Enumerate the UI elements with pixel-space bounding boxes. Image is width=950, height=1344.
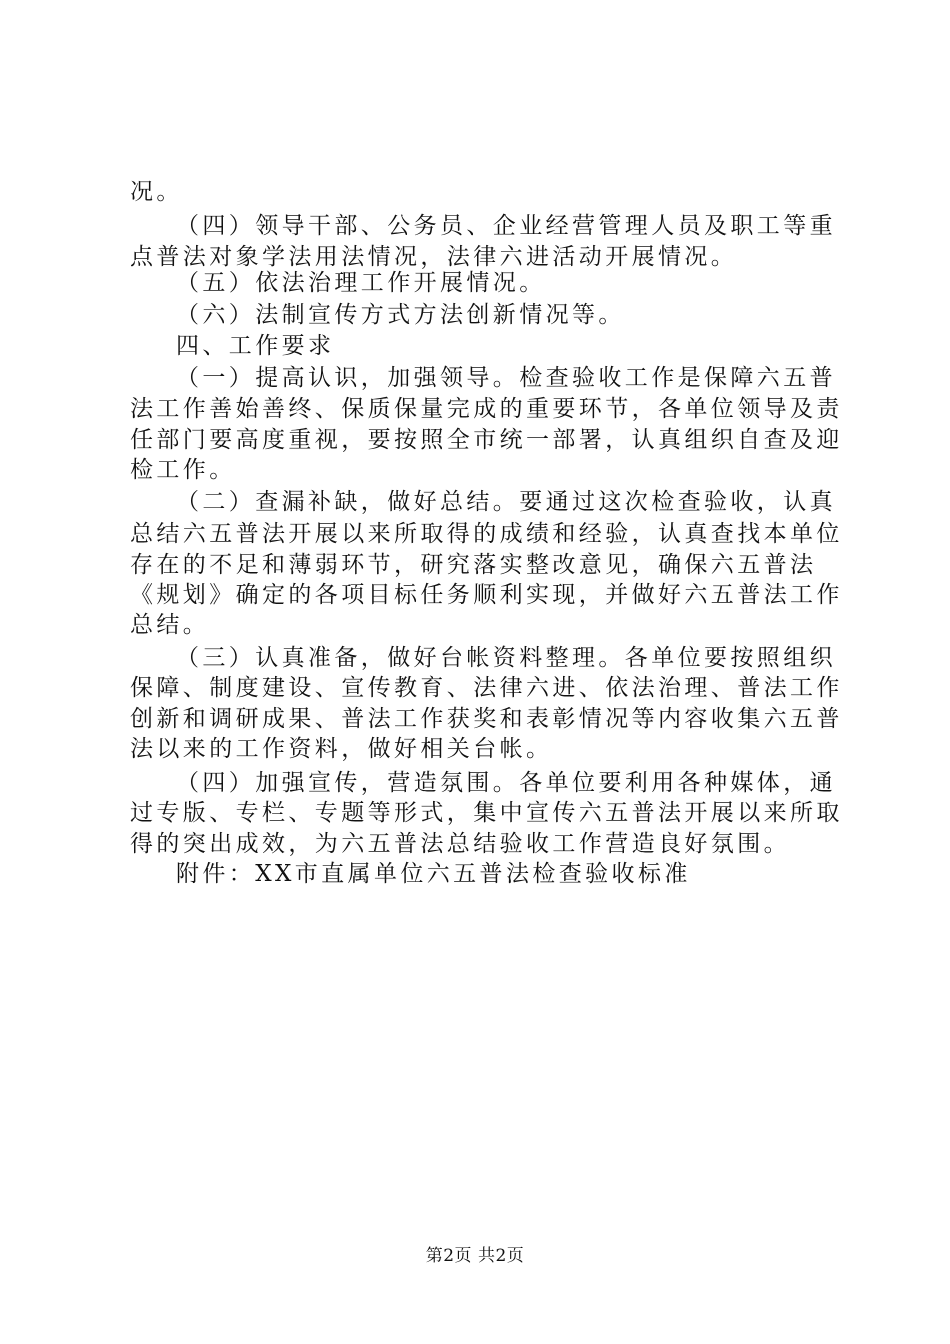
text-line: 法以来的工作资料，做好相关台帐。 [130, 736, 553, 762]
text-line: 创新和调研成果、普法工作获奖和表彰情况等内容收集六五普 [130, 706, 843, 732]
page-number-footer: 第2页 共2页 [425, 1246, 525, 1266]
text-line: 况。 [130, 179, 183, 205]
text-line: 任部门要高度重视，要按照全市统一部署，认真组织自查及迎 [130, 427, 843, 453]
text-line: 法工作善始善终、保质保量完成的重要环节，各单位领导及责 [130, 396, 843, 422]
text-line: 检工作。 [130, 457, 236, 483]
text-line: 《规划》确定的各项目标任务顺利实现，并做好六五普法工作 [130, 582, 843, 608]
text-line: 得的突出成效，为六五普法总结验收工作营造良好氛围。 [130, 831, 790, 857]
text-line: （一）提高认识，加强领导。检查验收工作是保障六五普 [176, 365, 836, 391]
text-line: 总结。 [130, 612, 210, 638]
text-line: 总结六五普法开展以来所取得的成绩和经验，认真查找本单位 [130, 521, 843, 547]
text-line: （四）加强宣传，营造氛围。各单位要利用各种媒体，通 [176, 770, 836, 796]
text-line: （五）依法治理工作开展情况。 [176, 270, 546, 296]
text-line: （四）领导干部、公务员、企业经营管理人员及职工等重 [176, 213, 836, 239]
text-line: 过专版、专栏、专题等形式，集中宣传六五普法开展以来所取 [130, 800, 843, 826]
text-line: （三）认真准备，做好台帐资料整理。各单位要按照组织 [176, 645, 836, 671]
section-heading: 四、工作要求 [176, 333, 335, 359]
text-line: （六）法制宣传方式方法创新情况等。 [176, 302, 625, 328]
text-line: 保障、制度建设、宣传教育、法律六进、依法治理、普法工作 [130, 675, 843, 701]
text-line: 存在的不足和薄弱环节，研究落实整改意见，确保六五普法 [130, 552, 817, 578]
attachment-note: 附件：XX市直属单位六五普法检查验收标准 [176, 861, 691, 887]
text-line: 点普法对象学法用法情况，法律六进活动开展情况。 [130, 244, 738, 270]
text-line: （二）查漏补缺，做好总结。要通过这次检查验收，认真 [176, 489, 836, 515]
